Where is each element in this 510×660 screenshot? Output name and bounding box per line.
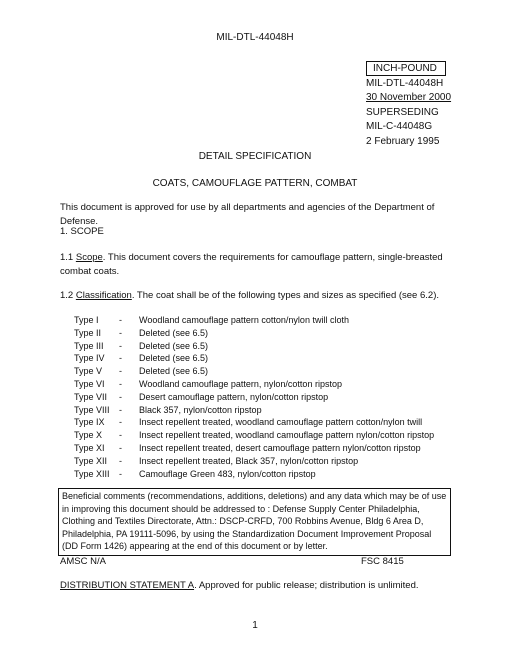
distribution-statement bbox=[60, 580, 480, 591]
type-row bbox=[74, 391, 434, 404]
type-description: Deleted (see 6.5) bbox=[139, 340, 209, 351]
type-name: Type VIII bbox=[74, 404, 110, 415]
inch-pound-box: INCH-POUND bbox=[366, 61, 446, 76]
document-header-id: MIL-DTL-44048H bbox=[216, 32, 294, 43]
type-row bbox=[74, 468, 434, 481]
type-name: Type VII bbox=[74, 391, 108, 402]
type-description: Insect repellent treated, desert camouflage pattern nylon/cotton ripstop bbox=[139, 442, 421, 453]
type-name: Type IV bbox=[74, 353, 105, 364]
type-description: Insect repellent treated, woodland camouflage pattern nylon/cotton ripstop bbox=[139, 430, 435, 441]
type-dash: - bbox=[119, 353, 122, 364]
section-1-1-paragraph bbox=[60, 251, 452, 278]
type-dash: - bbox=[119, 468, 122, 479]
section-1-2-title: Classification bbox=[75, 290, 132, 301]
fsc-label: FSC 8415 bbox=[361, 556, 404, 567]
section-1-1-title: Scope bbox=[75, 252, 103, 263]
type-row bbox=[74, 378, 434, 391]
type-dash: - bbox=[119, 378, 122, 389]
type-row bbox=[74, 365, 434, 378]
type-name: Type VI bbox=[74, 378, 105, 389]
type-row bbox=[74, 340, 434, 353]
type-dash: - bbox=[119, 430, 122, 441]
type-description: Desert camouflage pattern, nylon/cotton ripstop bbox=[139, 391, 329, 402]
scope-heading: 1. SCOPE bbox=[60, 226, 104, 237]
distribution-label: DISTRIBUTION STATEMENT A bbox=[60, 580, 195, 591]
type-description: Deleted (see 6.5) bbox=[139, 366, 209, 377]
type-description: Insect repellent treated, Black 357, nylon/cotton ripstop bbox=[139, 455, 359, 466]
type-row bbox=[74, 352, 434, 365]
spec-subject-title: COATS, CAMOUFLAGE PATTERN, COMBAT bbox=[152, 178, 358, 189]
type-name: Type XIII bbox=[74, 468, 110, 479]
type-dash: - bbox=[119, 455, 122, 466]
type-description: Woodland camouflage pattern, nylon/cotton ripstop bbox=[139, 378, 342, 389]
types-list bbox=[74, 314, 434, 480]
type-dash: - bbox=[119, 315, 122, 325]
amsc-label: AMSC N/A bbox=[60, 556, 106, 567]
type-description: Camouflage Green 483, nylon/cotton ripstop bbox=[139, 468, 316, 479]
type-description: Deleted (see 6.5) bbox=[139, 353, 209, 364]
type-row bbox=[74, 416, 434, 429]
type-description: Deleted (see 6.5) bbox=[139, 327, 209, 338]
type-name: Type V bbox=[74, 366, 103, 377]
type-row bbox=[74, 442, 434, 455]
type-name: Type X bbox=[74, 430, 103, 441]
type-name: Type XI bbox=[74, 442, 105, 453]
distribution-text: . Approved for public release; distribution is unlimited. bbox=[194, 580, 419, 591]
type-dash: - bbox=[119, 417, 122, 428]
spec-type-title: DETAIL SPECIFICATION bbox=[198, 151, 312, 162]
comments-box: Beneficial comments (recommendations, additions, deletions) and any data which may be of use in improving this document should be addressed to : Defense Supply Center Philadelphia, Clothing and Textiles Directorate, Attn.: DSCP-CRFD, 700 Robbins Avenue, Bldg 6 Area D, Philadelphia, PA 19111-5096, by using the Standardization Document Improvement Proposal (DD Form 1426) appearing at the end of this document or by letter. bbox=[58, 488, 451, 556]
type-description: Woodland camouflage pattern cotton/nylon twill cloth bbox=[139, 315, 349, 325]
type-name: Type IX bbox=[74, 417, 105, 428]
type-name: Type II bbox=[74, 327, 102, 338]
type-dash: - bbox=[119, 391, 122, 402]
type-dash: - bbox=[119, 442, 122, 453]
document-id: MIL-DTL-44048H bbox=[366, 77, 444, 89]
type-dash: - bbox=[119, 366, 122, 377]
document-id-block bbox=[366, 61, 451, 149]
section-1-2-paragraph bbox=[60, 289, 452, 303]
section-1-1-number: 1.1 bbox=[60, 252, 74, 263]
section-1-2-number: 1.2 bbox=[60, 290, 74, 301]
type-description: Black 357, nylon/cotton ripstop bbox=[139, 404, 262, 415]
page-number: 1 bbox=[252, 620, 258, 631]
type-row bbox=[74, 327, 434, 340]
type-description: Insect repellent treated, woodland camouflage pattern cotton/nylon twill bbox=[139, 417, 423, 428]
type-row bbox=[74, 455, 434, 468]
type-row bbox=[74, 429, 434, 442]
type-dash: - bbox=[119, 340, 122, 351]
type-dash: - bbox=[119, 404, 122, 415]
type-name: Type III bbox=[74, 340, 104, 351]
type-name: Type I bbox=[74, 315, 99, 325]
superseded-document-date: 2 February 1995 bbox=[366, 135, 440, 147]
type-dash: - bbox=[119, 327, 122, 338]
type-name: Type XII bbox=[74, 455, 108, 466]
type-row bbox=[74, 314, 434, 327]
document-date: 30 November 2000 bbox=[366, 92, 452, 103]
superseded-document-id: MIL-C-44048G bbox=[366, 121, 433, 132]
approval-statement: This document is approved for use by all departments and agencies of the Department of Defense. bbox=[60, 202, 435, 227]
type-row bbox=[74, 404, 434, 417]
superseding-label: SUPERSEDING bbox=[366, 106, 439, 118]
section-1-1-text: . This document covers the requirements for camouflage pattern, single-breasted combat coats. bbox=[60, 252, 443, 277]
section-1-2-text: . The coat shall be of the following types and sizes as specified (see 6.2). bbox=[131, 290, 439, 301]
